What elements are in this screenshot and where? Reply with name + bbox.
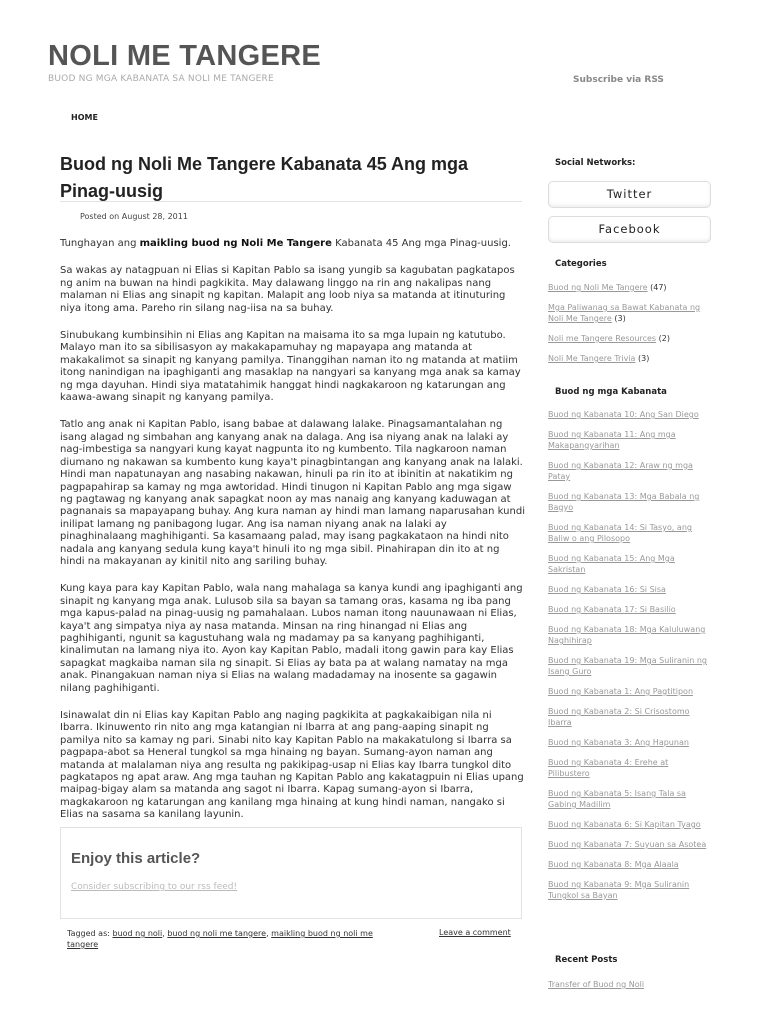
kabanata-link[interactable]: Buod ng Kabanata 16: Si Sisa	[548, 585, 666, 594]
site-title[interactable]: NOLI ME TANGERE	[48, 40, 322, 72]
enjoy-title: Enjoy this article?	[71, 850, 201, 867]
post-title[interactable]: Buod ng Noli Me Tangere Kabanata 45 Ang mga Pinag-uusig	[60, 154, 469, 201]
paragraph: Sinubukang kumbinsihin ni Elias ang Kapitan na maisama ito sa mga lupain ng katutubo. Malayo man ito sa sibilisasyon ay makakapamuhay ng mapayapa ang matanda at makakalimot sa sinapit ng kanyang pamilya. Tinanggihan naman ito ng matanda at matiim itong nanindigan na ipaghiganti ang masaklap na nangyari sa kanyang mga anak sa kamay ng mga dayuhan. Hindi siya matatahimik hanggat hindi nagkakaroon ng katarungan ang kaawa-awang sinapit ng kanyang pamilya.	[60, 330, 521, 404]
subscribe-rss-link[interactable]: Subscribe via RSS	[573, 75, 664, 85]
category-item[interactable]: Noli Me Tangere Trivia (3)	[548, 354, 650, 363]
kabanata-link[interactable]: Buod ng Kabanata 13: Mga Babala ng Bagyo	[548, 492, 700, 512]
post-tags: Tagged as: buod ng noli, buod ng noli me tangere, maikling buod ng noli me tangere	[67, 929, 373, 949]
kabanata-link[interactable]: Buod ng Kabanata 2: Si Crisostomo Ibarra	[548, 707, 690, 727]
categories-heading: Categories	[555, 259, 607, 269]
tag-link[interactable]: maikling buod ng noli me tangere	[67, 929, 373, 949]
kabanata-link[interactable]: Buod ng Kabanata 14: Si Tasyo, ang Baliw o ang Pilosopo	[548, 523, 692, 543]
kabanata-link[interactable]: Buod ng Kabanata 17: Si Basilio	[548, 605, 676, 614]
kabanata-link[interactable]: Buod ng Kabanata 15: Ang Mga Sakristan	[548, 554, 675, 574]
title-divider	[60, 201, 522, 202]
post-content	[60, 238, 526, 837]
category-item[interactable]: Noli me Tangere Resources (2)	[548, 334, 670, 343]
kabanata-link[interactable]: Buod ng Kabanata 7: Suyuan sa Asotea	[548, 840, 707, 849]
twitter-button[interactable]: Twitter	[548, 181, 711, 208]
intro-bold-link[interactable]: maikling buod ng Noli Me Tangere	[139, 238, 332, 249]
kabanata-link[interactable]: Buod ng Kabanata 10: Ang San Diego	[548, 410, 699, 419]
paragraph: Isinawalat din ni Elias kay Kapitan Pablo ang naging pagkikita at pagkakaibigan nila ni Ibarra. Ikinuwento rin nito ang mga katangian ni Ibarra at ang pang-aaping sinapit ng pamilya nito sa kamay ng pari. Sinabi nito kay Kapitan Pablo na makakatulong si Ibarra sa pagpapa-abot sa Heneral tungkol sa mga hinaing ng bayan. Sumang-ayon naman ang matanda at malalaman niya ang resulta ng pakikipag-usap ni Elias kay Ibarra tungkol dito pagkatapos ng apat araw. Ang mga tauhan ng Kapitan Pablo ang kakatagpuin ni Elias upang maipag-bigay alam sa matanda ang sagot ni Ibarra. Kapag sumang-ayon si Ibarra, magkakaroon ng katarungan ang kanilang mga hinaing at kung hindi naman, nangako si Elias na sasama sa kanilang layunin.	[60, 710, 524, 821]
category-item[interactable]: Mga Paliwanag sa Bawat Kabanata ng Noli Me Tangere (3)	[548, 303, 701, 323]
leave-comment-link[interactable]: Leave a comment	[439, 928, 511, 937]
kabanata-link[interactable]: Buod ng Kabanata 4: Erehe at Pilibustero	[548, 758, 669, 778]
paragraph: Kung kaya para kay Kapitan Pablo, wala nang mahalaga sa kanya kundi ang ipaghiganti ang sinapit ng kanyang mga anak. Lulusob sila sa bayan sa tamang oras, kasama ng iba pang mga kapus-palad na pinag-uusig ng pamahalaan. Lubos naman itong nauunawaan ni Elias, kaya't ang simpatya niya ay nasa matanda. Minsan na ring hinangad ni Elias ang paghihiganti, ngunit sa kagustuhang wala ng madamay pa sa kanyang paghihiganti, kinalimutan na lamang niya ito. Ayon kay Kapitan Pablo, madali itong gawin para kay Elias sapagkat magkaiba naman sila ng sinapit. Si Elias ay bata pa at walang namatay na mga anak. Pinangakuan naman niya si Elias na walang madadamay na inosente sa gagawin nilang paghihiganti.	[60, 583, 523, 694]
recent-post-link[interactable]: Transfer of Buod ng Noli	[548, 980, 645, 989]
post-date: Posted on August 28, 2011	[80, 212, 188, 221]
intro-paragraph: Tunghayan ang maikling buod ng Noli Me Tangere Kabanata 45 Ang mga Pinag-uusig.	[60, 238, 511, 249]
enjoy-article-box	[60, 827, 522, 919]
tag-link[interactable]: buod ng noli me tangere	[167, 929, 267, 938]
category-item[interactable]: Buod ng Noli Me Tangere (47)	[548, 283, 667, 292]
facebook-button[interactable]: Facebook	[548, 216, 711, 243]
site-tagline: BUOD NG MGA KABANATA SA NOLI ME TANGERE	[48, 74, 274, 84]
paragraph: Tatlo ang anak ni Kapitan Pablo, isang babae at dalawang lalake. Pinagsamantalahan ng isang alagad ng simbahan ang kanyang anak na dalaga. Ang isa niyang anak na lalaki ay nag-imbestiga sa nangyari kung kayat nagpunta ito ng kumbento. Tila nagkaroon naman diumano ng nakawan sa kumbento kung kaya't pinagbintangan ang kanyang anak na lalaki. Hindi man napatunayan ang nasabing nakawan, hinuli pa rin ito at ibinitin at nakatikim ng pagpapahirap sa kamay ng mga awtoridad. Hindi tinugon ni Kapitan Pablo ang mga sigaw ng pagtawag ng kanyang anak sapagkat noon ay mas nanaig ang kanyang kaduwagan at pagnanais sa mapayapang buhay. Ang kura naman ay hindi man lamang naparusahan kundi inilipat lamang ng panibagong lugar. Ang isa naman niyang anak na lalaki ay pinaghinalaang maghihiganti. Sa kasamaang palad, may isang pagkakataon na hindi nito nadala ang kanyang sedula kung kaya't hinuli ito ng mga sibil. Pinahirapan din ito at ng hindi na makayanan ay kinitil nito ang sariling buhay.	[60, 419, 525, 567]
social-networks-heading: Social Networks:	[555, 158, 636, 168]
kabanata-list	[548, 409, 708, 910]
kabanata-link[interactable]: Buod ng Kabanata 8: Mga Alaala	[548, 860, 679, 869]
kabanata-link[interactable]: Buod ng Kabanata 9: Mga Suliranin Tungkol sa Bayan	[548, 880, 690, 900]
tag-link[interactable]: buod ng noli	[112, 929, 163, 938]
kabanata-link[interactable]: Buod ng Kabanata 6: Si Kapitan Tyago	[548, 820, 701, 829]
kabanata-link[interactable]: Buod ng Kabanata 12: Araw ng mga Patay	[548, 461, 693, 481]
kabanata-link[interactable]: Buod ng Kabanata 11: Ang mga Makapangyarihan	[548, 430, 676, 450]
kabanata-heading: Buod ng mga Kabanata	[555, 387, 667, 397]
kabanata-link[interactable]: Buod ng Kabanata 19: Mga Suliranin ng Isang Guro	[548, 656, 707, 676]
kabanata-link[interactable]: Buod ng Kabanata 5: Isang Tala sa Gabing Madilim	[548, 789, 686, 809]
kabanata-link[interactable]: Buod ng Kabanata 1: Ang Pagtitipon	[548, 687, 694, 696]
nav-home[interactable]: HOME	[71, 113, 98, 122]
kabanata-link[interactable]: Buod ng Kabanata 18: Mga Kaluluwang Naghihirap	[548, 625, 706, 645]
recent-posts-heading: Recent Posts	[555, 955, 618, 965]
categories-list	[548, 282, 708, 373]
subscribe-feed-link[interactable]: Consider subscribing to our rss feed!	[71, 882, 238, 892]
kabanata-link[interactable]: Buod ng Kabanata 3: Ang Hapunan	[548, 738, 689, 747]
paragraph: Sa wakas ay natagpuan ni Elias si Kapitan Pablo sa isang yungib sa kagubatan pagkatapos ng anim na buwan na hindi pagkikita. May dalawang linggo na rin ang nakalipas nang malaman ni Elias ang sinapit ng kapitan. Malapit ang loob niya sa matanda at itinuturing niya itong ama. Pareho rin silang nag-iisa na sa buhay.	[60, 265, 515, 314]
recent-posts-list	[548, 979, 708, 999]
